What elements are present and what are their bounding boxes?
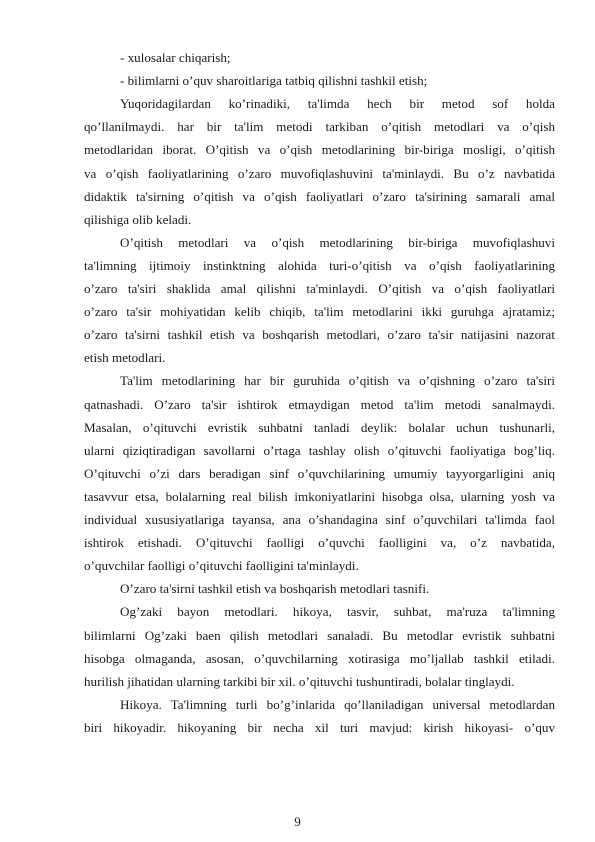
text-line: hurilish jihatidan ularning tarkibi bir xil. o’qituvchi tushuntiradi, bolalar tinglaydi. [84,673,515,689]
text-line: Yuqoridagilardan ko’rinadiki, ta'limda hech bir metod sof holda [120,96,555,112]
text-line: O’qituvchi o’zi dars beradigan sinf o’quvchilarining umumiy tayyorgarligini aniq [84,465,555,481]
text-line: metodlaridan iborat. O’qitish va o’qish metodlarining bir-biriga mosligi, o’qitish [84,142,555,158]
text-line: qo’llanilmaydi. har bir ta'lim metodi tarkiban o’qitish metodlari va o’qish [84,119,555,135]
text-line: ta'limning ijtimoiy instinktning alohida turi-o’qitish va o’qish faoliyatlarining [84,257,555,273]
text-line: o’zaro ta'sir mohiyatidan kelib chiqib, ta'lim metodlarini ikki guruhga ajratamiz; [84,304,555,320]
text-line: - bilimlarni o’quv sharoitlariga tatbiq qilishni tashkil etish; [120,73,428,89]
text-line: qilishiga olib keladi. [84,211,192,227]
text-line: tasavvur etsa, bolalarning real bilish imkoniyatlarini hisobga olsa, ularning yosh va [84,488,555,504]
text-line: ularni qiziqtiradigan savollarni o’rtaga tashlay olish o’qituvchi faoliyatiga bog’liq. [84,442,555,458]
text-line: o’quvchilar faolligi o’qituvchi faolligini ta'minlaydi. [84,558,359,574]
text-line: o’zaro ta'siri shaklida amal qilishni ta'minlaydi. O’qitish va o’qish faoliyatlari [84,281,555,296]
text-line: hisobga olmaganda, asosan, o’quvchilarning xotirasiga mo’ljallab tashkil etiladi. [84,650,555,666]
text-line: didaktik ta'sirning o’qitish va o’qish faoliyatlari o’zaro ta'sirining samarali amal [84,188,555,204]
text-line: o’zaro ta'sirni tashkil etish va boshqarish metodlari, o’zaro ta'sir natijasini nazorat [84,327,555,343]
text-line: biri hikoyadir. hikoyaning bir necha xil turi mavjud: kirish hikoyasi- o’quv [84,719,555,735]
text-line: bilimlarni Og’zaki baen qilish metodlari sanaladi. Bu metodlar evristik suhbatni [84,627,555,643]
text-line: Ta'lim metodlarining har bir guruhida o’qitish va o’qishning o’zaro ta'siri [120,373,555,389]
text-line: O’qitish metodlari va o’qish metodlarining bir-biriga muvofiqlashuvi [120,234,555,250]
text-line: individual xususiyatlariga tayansa, ana o’shandagina sinf o’quvchilari ta'limda faol [84,512,555,527]
text-line: O’zaro ta'sirni tashkil etish va boshqarish metodlari tasnifi. [120,581,430,597]
text-line: qatnashadi. O’zaro ta'sir ishtirok etmaydigan metod ta'lim metodi sanalmaydi. [84,396,555,412]
text-line: - xulosalar chiqarish; [120,50,231,65]
text-line: Masalan, o’qituvchi evristik suhbatni tanladi deylik: bolalar uchun tushunarli, [84,419,555,435]
text-line: ishtirok etishadi. O’qituvchi faolligi o’quvchi faolligini va, o’z navbatida, [84,535,555,551]
text-line: Hikoya. Ta'limning turli bo’g’inlarida qo’llaniladigan universal metodlardan [120,696,555,712]
page-number: 9 [294,814,301,829]
text-line: etish metodlari. [84,350,166,366]
text-line: va o’qish faoliyatlarining o’zaro muvofiqlashuvini ta'minlaydi. Bu o’z navbatida [84,165,555,181]
text-line: Og’zaki bayon metodlari. hikoya, tasvir, suhbat, ma'ruza ta'limning [120,604,555,620]
